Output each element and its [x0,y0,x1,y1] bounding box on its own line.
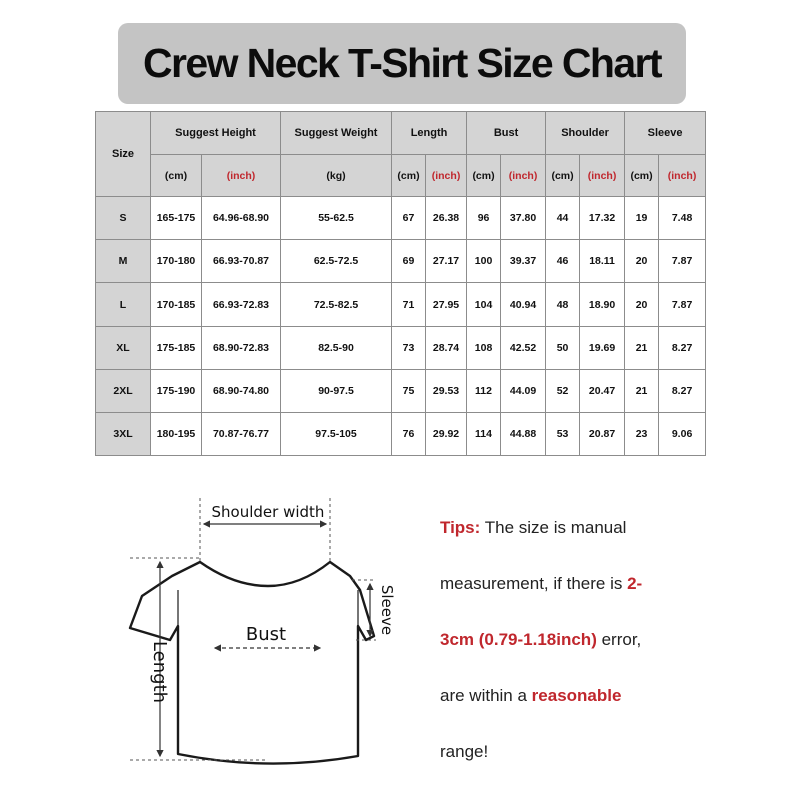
table-cell: 44.88 [501,412,546,455]
table-cell: 75 [392,369,426,412]
table-row [96,197,706,240]
table-cell: 71 [392,283,426,326]
table-cell: 52 [546,369,580,412]
table-cell: 73 [392,326,426,369]
table-cell: 29.53 [426,369,467,412]
table-cell: 82.5-90 [281,326,392,369]
table-row [96,326,706,369]
table-cell: 20.47 [580,369,625,412]
table-cell: 108 [467,326,501,369]
table-cell: 67 [392,197,426,240]
table-cell: 28.74 [426,326,467,369]
tips-line-3: 3cm (0.79-1.18inch) error, [440,630,642,649]
table-cell: 20 [625,283,659,326]
table-cell: 69 [392,240,426,283]
size-table [95,111,706,456]
table-cell: 29.92 [426,412,467,455]
table-cell: 66.93-70.87 [202,240,281,283]
tshirt-diagram [120,490,420,780]
table-cell: 170-185 [151,283,202,326]
size-cell: S [96,197,151,240]
table-cell: 175-190 [151,369,202,412]
table-cell: 70.87-76.77 [202,412,281,455]
table-cell: 9.06 [659,412,706,455]
unit-header: (cm) [467,155,501,197]
table-cell: 26.38 [426,197,467,240]
table-cell: 21 [625,326,659,369]
table-cell: 97.5-105 [281,412,392,455]
tips-line-2: measurement, if there is 2- [440,574,643,593]
table-cell: 17.32 [580,197,625,240]
sleeve-label: Sleeve [378,584,396,636]
unit-header: (cm) [625,155,659,197]
table-cell: 114 [467,412,501,455]
table-row [96,240,706,283]
table-row [96,369,706,412]
column-group-header: Bust [467,112,546,155]
table-cell: 100 [467,240,501,283]
table-cell: 40.94 [501,283,546,326]
column-group-header: Suggest Weight [281,112,392,155]
unit-header: (cm) [151,155,202,197]
table-cell: 64.96-68.90 [202,197,281,240]
tips-note [440,500,770,780]
table-cell: 37.80 [501,197,546,240]
title-banner [118,23,686,104]
size-cell: 2XL [96,369,151,412]
table-cell: 165-175 [151,197,202,240]
unit-header: (cm) [392,155,426,197]
table-cell: 7.48 [659,197,706,240]
table-cell: 44.09 [501,369,546,412]
size-cell: XL [96,326,151,369]
length-label: Length [149,640,170,704]
table-row [96,283,706,326]
table-cell: 8.27 [659,369,706,412]
table-cell: 170-180 [151,240,202,283]
unit-header: (inch) [426,155,467,197]
unit-header: (inch) [202,155,281,197]
table-cell: 175-185 [151,326,202,369]
table-cell: 46 [546,240,580,283]
header-row [96,112,706,155]
table-cell: 55-62.5 [281,197,392,240]
table-cell: 66.93-72.83 [202,283,281,326]
table-cell: 53 [546,412,580,455]
table-cell: 50 [546,326,580,369]
tips-label: Tips: [440,518,481,537]
table-cell: 68.90-74.80 [202,369,281,412]
table-cell: 62.5-72.5 [281,240,392,283]
table-cell: 68.90-72.83 [202,326,281,369]
table-cell: 112 [467,369,501,412]
shoulder-width-label: Shoulder width [211,503,325,521]
table-cell: 19 [625,197,659,240]
size-cell: L [96,283,151,326]
table-cell: 180-195 [151,412,202,455]
table-cell: 42.52 [501,326,546,369]
column-group-header: Length [392,112,467,155]
table-cell: 90-97.5 [281,369,392,412]
column-group-header: Suggest Height [151,112,281,155]
page-title: Crew Neck T-Shirt Size Chart [143,40,661,86]
tips-line-1: Tips: The size is manual [440,518,627,537]
table-cell: 7.87 [659,240,706,283]
table-cell: 39.37 [501,240,546,283]
table-cell: 20.87 [580,412,625,455]
column-group-header: Sleeve [625,112,706,155]
table-cell: 23 [625,412,659,455]
table-row [96,412,706,455]
table-cell: 48 [546,283,580,326]
unit-header: (kg) [281,155,392,197]
table-cell: 18.11 [580,240,625,283]
table-cell: 18.90 [580,283,625,326]
table-cell: 104 [467,283,501,326]
bust-label: Bust [245,624,287,645]
unit-header: (inch) [580,155,625,197]
size-cell: M [96,240,151,283]
size-header: Size [96,112,151,197]
table-cell: 20 [625,240,659,283]
table-cell: 19.69 [580,326,625,369]
table-cell: 72.5-82.5 [281,283,392,326]
unit-row [96,155,706,197]
table-cell: 44 [546,197,580,240]
column-group-header: Shoulder [546,112,625,155]
table-cell: 96 [467,197,501,240]
table-cell: 27.17 [426,240,467,283]
unit-header: (cm) [546,155,580,197]
table-cell: 21 [625,369,659,412]
table-cell: 7.87 [659,283,706,326]
unit-header: (inch) [659,155,706,197]
tips-line-4: are within a reasonable [440,686,622,705]
tips-line-5: range! [440,742,489,761]
unit-header: (inch) [501,155,546,197]
table-cell: 8.27 [659,326,706,369]
table-cell: 76 [392,412,426,455]
table-cell: 27.95 [426,283,467,326]
size-cell: 3XL [96,412,151,455]
